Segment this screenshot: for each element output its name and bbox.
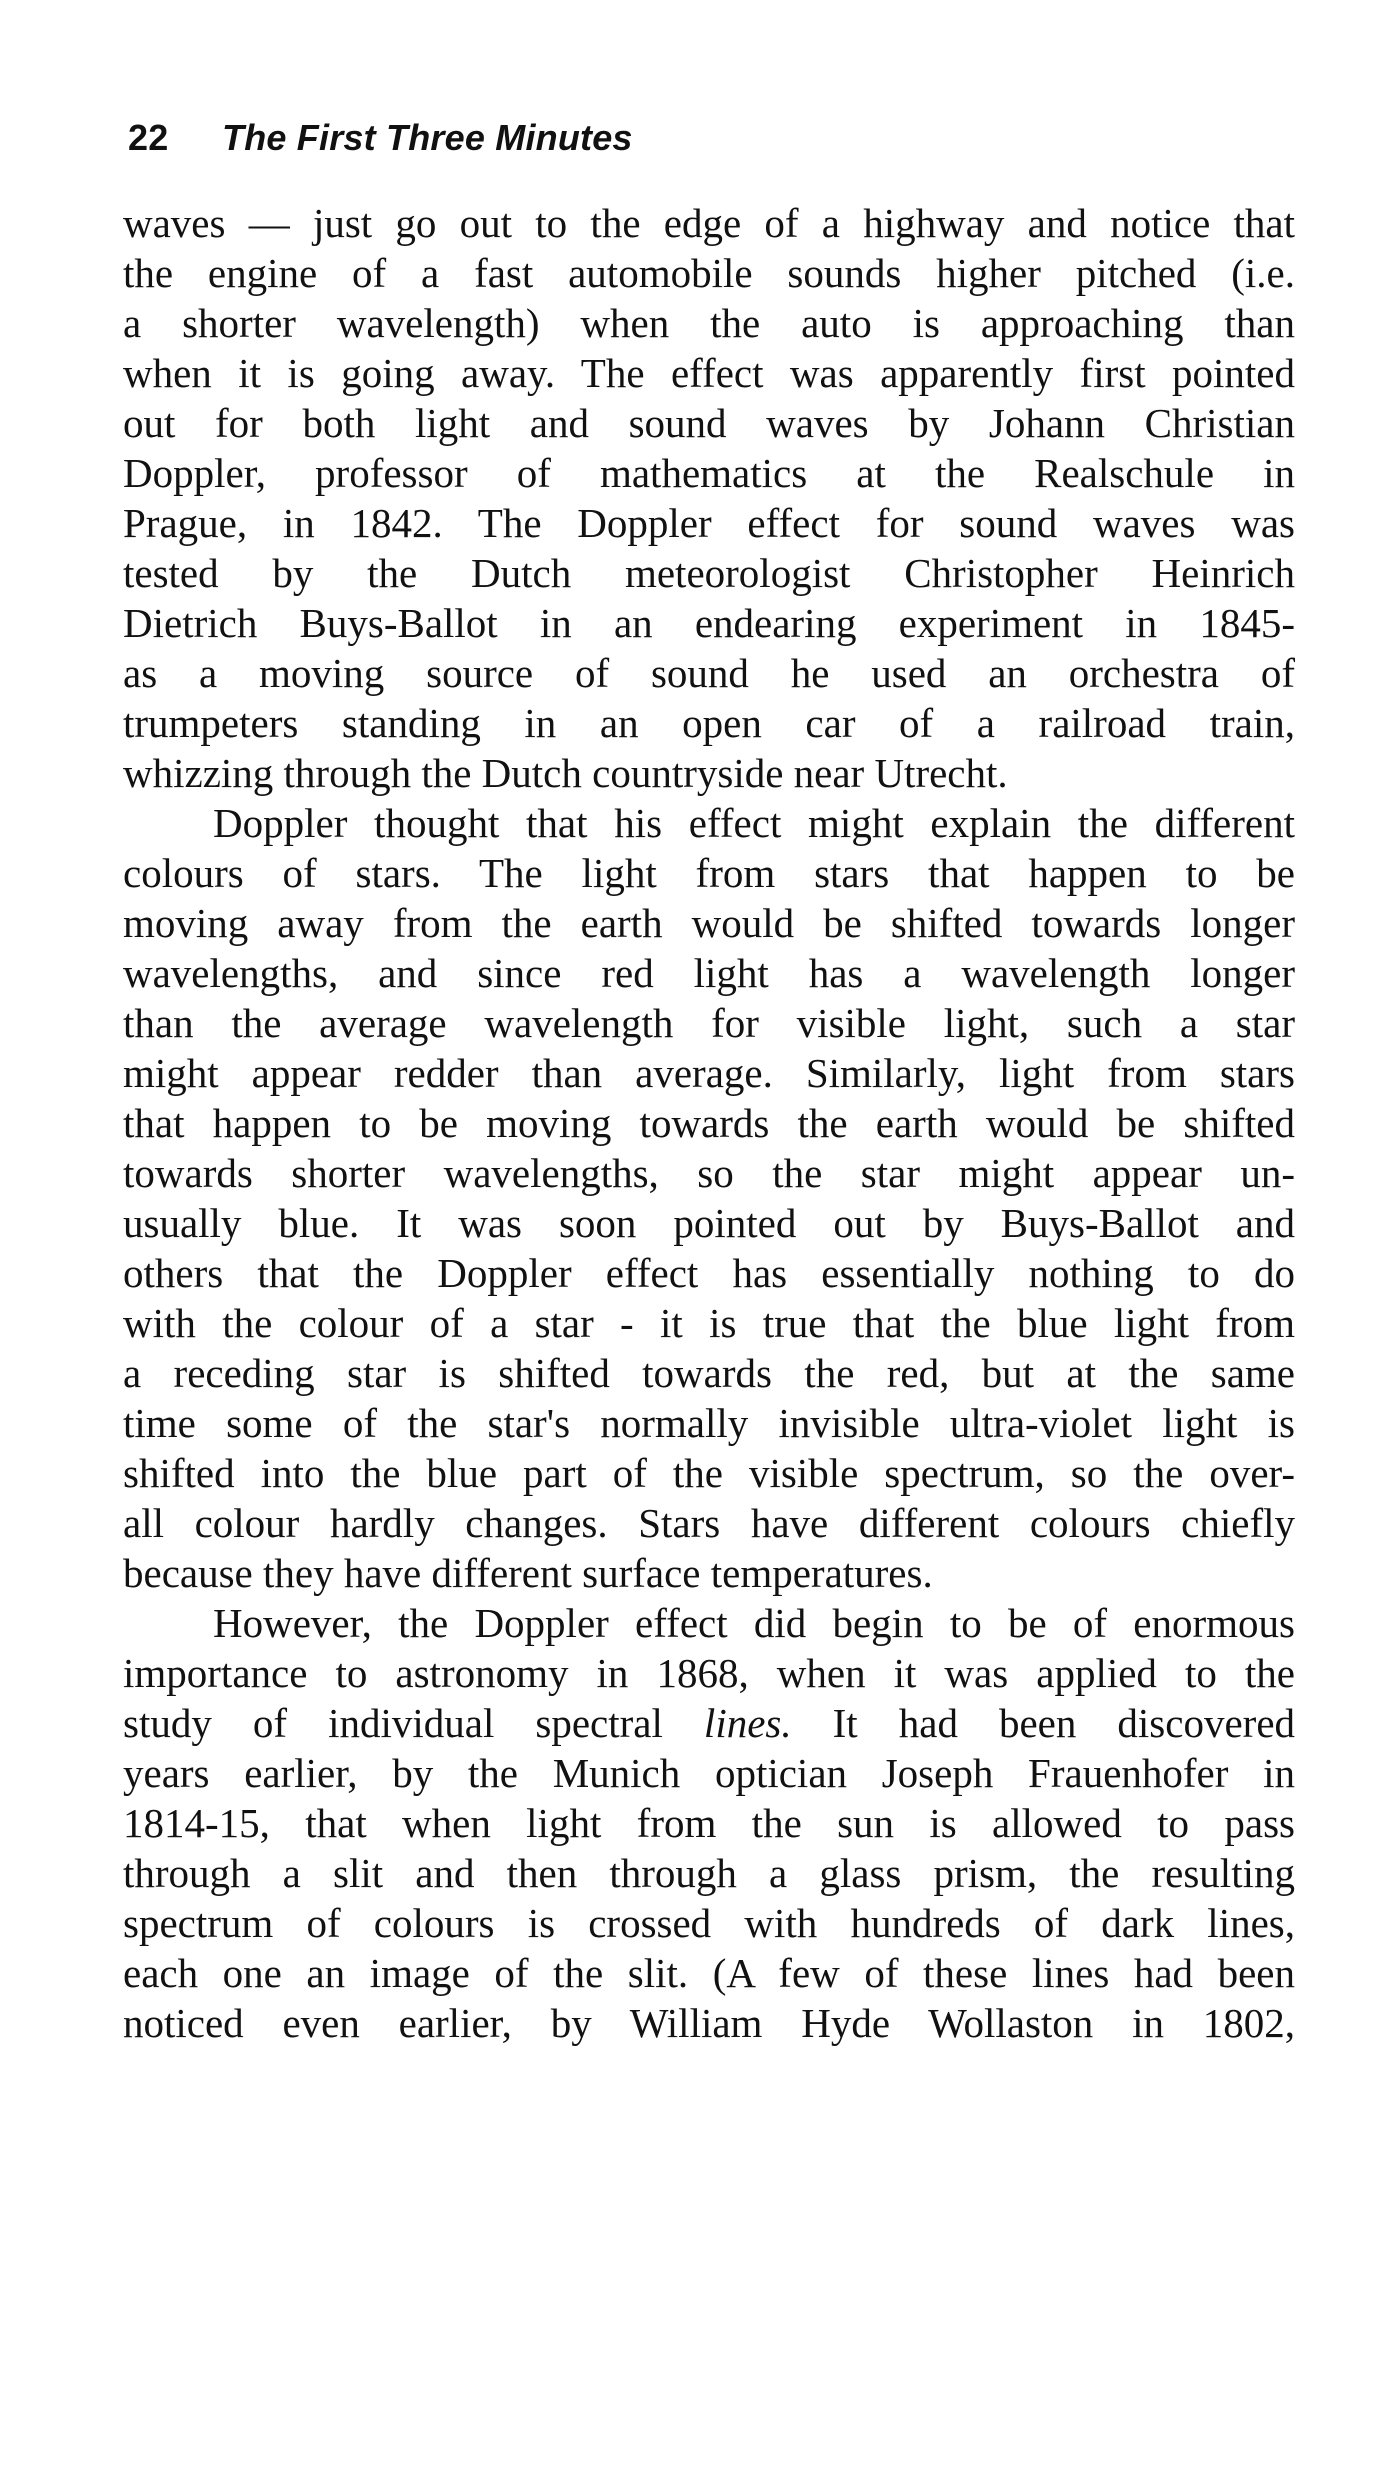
text-line: Doppler thought that his effect might explain the different [213, 800, 1295, 846]
text-line: 1814-15, that when light from the sun is allowed to pass [123, 1800, 1295, 1846]
text-line-with-emphasis [123, 1698, 1295, 1748]
text-line: noticed even earlier, by William Hyde Wollaston in 1802, [123, 2000, 1295, 2046]
text-line: importance to astronomy in 1868, when it was applied to the [123, 1650, 1295, 1696]
text-line: moving away from the earth would be shifted towards longer [123, 900, 1295, 946]
text-line: wavelengths, and since red light has a wavelength longer [123, 950, 1295, 996]
text-line: trumpeters standing in an open car of a railroad train, [123, 700, 1295, 746]
text-line: the engine of a fast automobile sounds higher pitched (i.e. [123, 250, 1295, 296]
text-line: out for both light and sound waves by Johann Christian [123, 400, 1295, 446]
text-line: than the average wavelength for visible light, such a star [123, 1000, 1295, 1046]
paragraph-2 [123, 798, 1295, 1598]
text-line: time some of the star's normally invisible ultra-violet light is [123, 1400, 1295, 1446]
text-line: each one an image of the slit. (A few of these lines had been [123, 1950, 1295, 1996]
text-line: waves — just go out to the edge of a highway and notice that [123, 200, 1295, 246]
text-line: shifted into the blue part of the visible spectrum, so the over- [123, 1450, 1295, 1496]
text-line: usually blue. It was soon pointed out by Buys-Ballot and [123, 1200, 1295, 1246]
text-line: Dietrich Buys-Ballot in an endearing experiment in 1845- [123, 600, 1295, 646]
text-line: a receding star is shifted towards the red, but at the same [123, 1350, 1295, 1396]
paragraph-1 [123, 198, 1295, 798]
text-segment: It had been discovered [832, 1700, 1296, 1746]
text-line: Doppler, professor of mathematics at the Realschule in [123, 450, 1295, 496]
body-text [123, 198, 1295, 2048]
text-line: colours of stars. The light from stars that happen to be [123, 850, 1295, 896]
text-line: through a slit and then through a glass prism, the resulting [123, 1850, 1295, 1896]
text-line: as a moving source of sound he used an orchestra of [123, 650, 1295, 696]
text-line: a shorter wavelength) when the auto is approaching than [123, 300, 1295, 346]
text-line: tested by the Dutch meteorologist Christopher Heinrich [123, 550, 1295, 596]
text-line: others that the Doppler effect has essentially nothing to do [123, 1250, 1295, 1296]
text-line: years earlier, by the Munich optician Joseph Frauenhofer in [123, 1750, 1295, 1796]
text-line: spectrum of colours is crossed with hundreds of dark lines, [123, 1900, 1295, 1946]
text-segment: study of individual spectral [123, 1700, 663, 1746]
emphasis-lines: lines. [703, 1700, 792, 1746]
running-head [128, 118, 633, 158]
text-line: when it is going away. The effect was apparently first pointed [123, 350, 1295, 396]
text-line: because they have different surface temperatures. [123, 1550, 933, 1596]
text-line: might appear redder than average. Similarly, light from stars [123, 1050, 1295, 1096]
text-line: all colour hardly changes. Stars have different colours chiefly [123, 1500, 1295, 1546]
text-line: Prague, in 1842. The Doppler effect for sound waves was [123, 500, 1295, 546]
text-line: with the colour of a star - it is true that the blue light from [123, 1300, 1295, 1346]
text-line: whizzing through the Dutch countryside near Utrecht. [123, 750, 1008, 796]
text-line: However, the Doppler effect did begin to be of enormous [213, 1600, 1295, 1646]
paragraph-3 [123, 1598, 1295, 2048]
text-line: towards shorter wavelengths, so the star might appear un- [123, 1150, 1295, 1196]
page-number: 22 [128, 117, 169, 158]
book-title: The First Three Minutes [222, 117, 633, 158]
text-line: that happen to be moving towards the earth would be shifted [123, 1100, 1295, 1146]
